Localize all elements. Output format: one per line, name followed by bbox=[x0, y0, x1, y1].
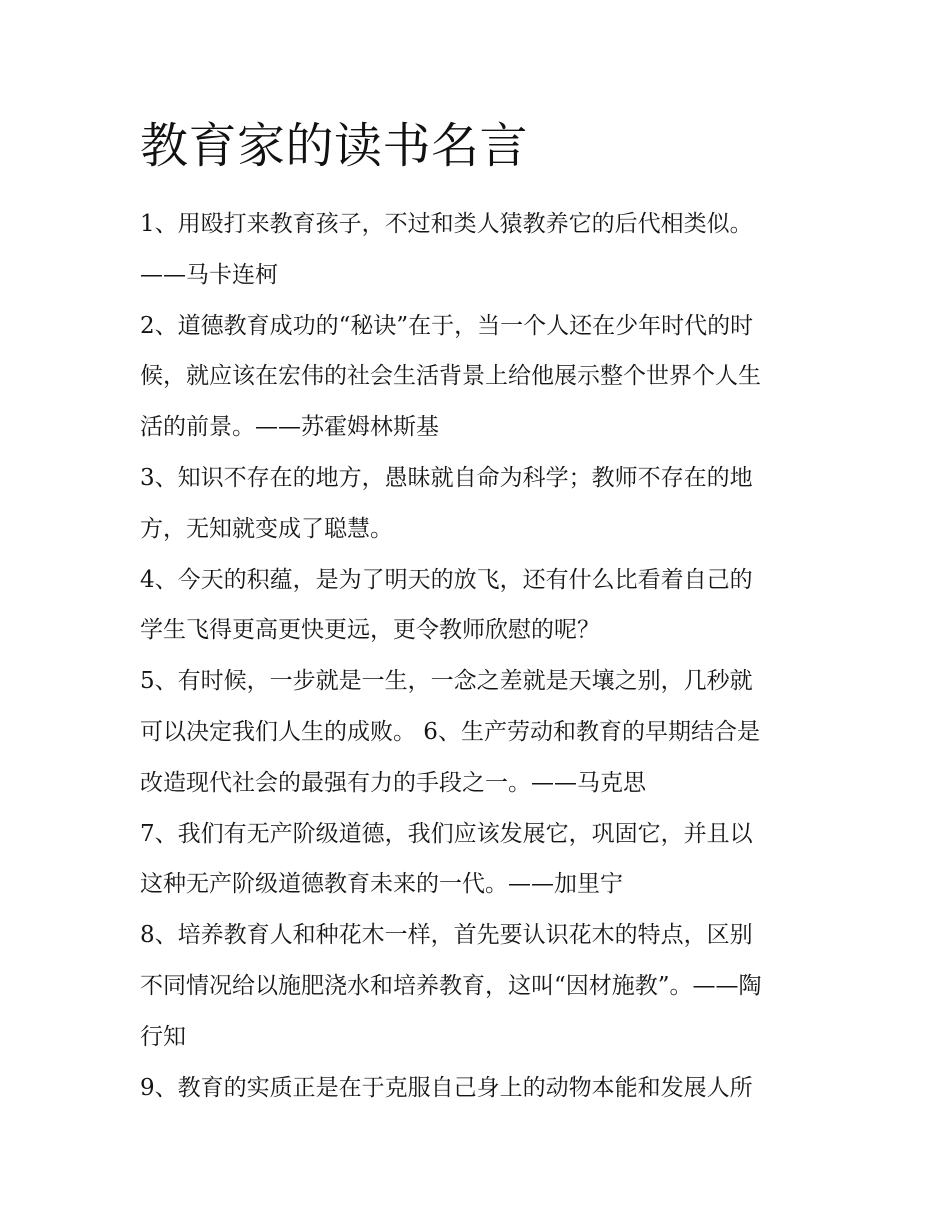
text-line: 改造现代社会的最强有力的手段之一。——马克思 bbox=[140, 769, 646, 796]
text-line: 1、用殴打来教育孩子，不过和类人猿教养它的后代相类似。 bbox=[140, 211, 753, 237]
page-title: 教育家的读书名言 bbox=[140, 118, 529, 174]
text-line: 可以决定我们人生的成败。 6、生产劳动和教育的早期结合是 bbox=[140, 718, 760, 745]
text-line: 3、知识不存在的地方，愚昧就自命为科学；教师不存在的地 bbox=[140, 464, 753, 491]
text-line: 4、今天的积蕴，是为了明天的放飞，还有什么比看着自己的 bbox=[140, 566, 753, 593]
text-line: 这种无产阶级道德教育未来的一代。——加里宁 bbox=[140, 871, 623, 898]
text-line: 方，无知就变成了聪慧。 bbox=[140, 515, 393, 542]
text-line: 5、有时候，一步就是一生，一念之差就是天壤之别，几秒就 bbox=[140, 668, 753, 695]
text-line: 候，就应该在宏伟的社会生活背景上给他展示整个世界个人生 bbox=[140, 363, 761, 390]
text-line: 活的前景。——苏霍姆林斯基 bbox=[140, 414, 439, 441]
quote-list bbox=[140, 199, 820, 1113]
text-line: 2、道德教育成功的“秘诀”在于，当一个人还在少年时代的时 bbox=[140, 312, 754, 339]
text-line: 学生飞得更高更快更远，更令教师欣慰的呢？ bbox=[140, 617, 600, 644]
text-line: 9、教育的实质正是在于克服自己身上的动物本能和发展人所 bbox=[140, 1074, 753, 1101]
text-line: 8、培养教育人和种花木一样，首先要认识花木的特点，区别 bbox=[140, 922, 753, 949]
text-line: 7、我们有无产阶级道德，我们应该发展它，巩固它，并且以 bbox=[140, 820, 753, 847]
text-line: ——马卡连柯 bbox=[140, 261, 278, 288]
text-line: 不同情况给以施肥浇水和培养教育，这叫“因材施教”。——陶 bbox=[140, 972, 762, 999]
text-line: 行知 bbox=[140, 1023, 186, 1050]
